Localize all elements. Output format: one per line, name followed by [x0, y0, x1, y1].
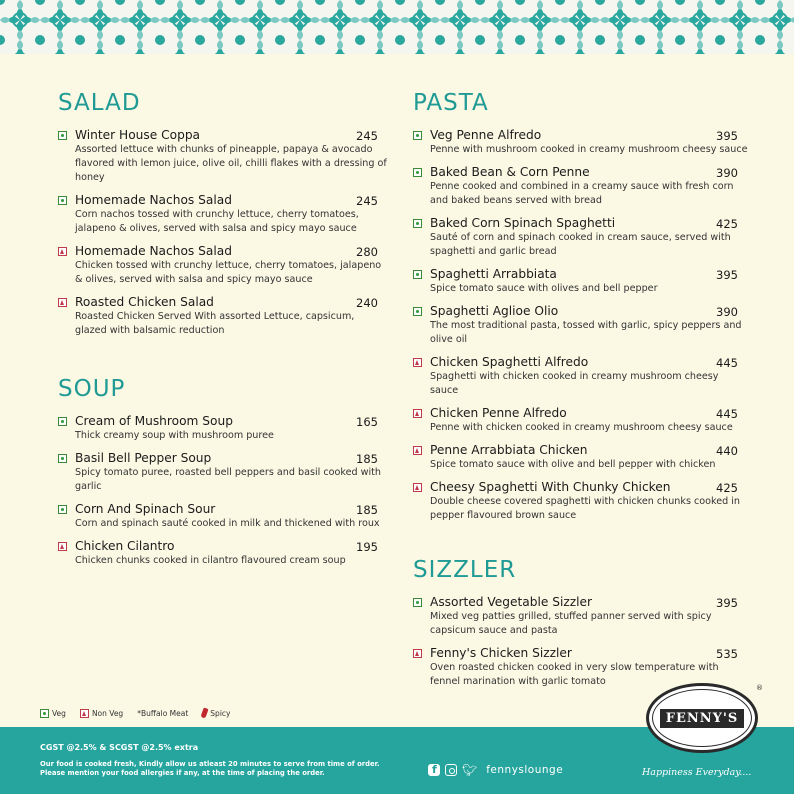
menu-item-name: Fenny's Chicken Sizzler [430, 646, 572, 660]
menu-item-description: Chicken tossed with crunchy lettuce, cherry tomatoes, jalapeno & olives, served with salsa and spicy mayo sauce [75, 260, 382, 285]
nonveg-icon [58, 247, 67, 256]
veg-icon [58, 454, 67, 463]
menu-item [413, 216, 748, 259]
veg-icon [413, 219, 422, 228]
menu-item-name: Spaghetti Aglioe Olio [430, 304, 559, 318]
menu-item-name: Homemade Nachos Salad [75, 244, 232, 258]
nonveg-icon [58, 542, 67, 551]
nonveg-icon [413, 483, 422, 492]
menu-item-price: 395 [716, 129, 738, 143]
menu-item-price: 390 [716, 166, 738, 180]
menu-item-name: Baked Corn Spinach Spaghetti [430, 216, 616, 230]
menu-item-price: 425 [716, 481, 738, 495]
menu-item-price: 535 [716, 647, 738, 661]
menu-item [413, 355, 748, 398]
menu-item-price: 245 [356, 129, 378, 143]
legend-buffalo-label: *Buffalo Meat [137, 708, 189, 718]
tax-note: CGST @2.5% & SCGST @2.5% extra [40, 743, 199, 752]
sizzler-section [413, 595, 748, 689]
menu-item-name: Chicken Penne Alfredo [430, 406, 567, 420]
menu-item-name: Chicken Spaghetti Alfredo [430, 355, 589, 369]
menu-item-price: 445 [716, 356, 738, 370]
menu-item-price: 165 [356, 415, 378, 429]
menu-item-name: Homemade Nachos Salad [75, 193, 232, 207]
menu-item-description: Spicy tomato puree, roasted bell peppers and basil cooked with garlic [75, 467, 381, 492]
menu-item-description: Chicken chunks cooked in cilantro flavoured cream soup [75, 555, 346, 566]
instagram-icon[interactable] [445, 764, 457, 776]
veg-icon [413, 168, 422, 177]
veg-icon [58, 505, 67, 514]
legend-veg [40, 709, 66, 718]
menu-item-description: Corn and spinach sauté cooked in milk and thickened with roux [75, 518, 380, 529]
menu-item-name: Baked Bean & Corn Penne [430, 165, 590, 179]
menu-item-price: 425 [716, 217, 738, 231]
menu-item [58, 414, 388, 443]
dietary-legend [40, 708, 230, 718]
menu-item [413, 443, 748, 472]
logo-inner-ring [652, 689, 752, 747]
menu-item-price: 240 [356, 296, 378, 310]
tile-pattern-icon [0, 0, 794, 54]
menu-item-price: 185 [356, 452, 378, 466]
menu-item-price: 390 [716, 305, 738, 319]
nonveg-icon [413, 358, 422, 367]
soup-section [58, 414, 388, 568]
menu-item-description: Assorted lettuce with chunks of pineapple, papaya & avocado flavored with lemon juice, olive oil, chilli flakes with a dressing of honey [75, 144, 387, 183]
fennys-logo [646, 683, 763, 753]
menu-item-name: Cheesy Spaghetti With Chunky Chicken [430, 480, 671, 494]
veg-icon [413, 131, 422, 140]
menu-item-description: Spice tomato sauce with olives and bell pepper [430, 283, 658, 294]
menu-item [58, 451, 388, 494]
menu-item-price: 185 [356, 503, 378, 517]
menu-item-description: Roasted Chicken Served With assorted Lettuce, capsicum, glazed with balsamic reduction [75, 311, 355, 336]
section-title-soup: SOUP [58, 376, 126, 402]
nonveg-icon [58, 298, 67, 307]
menu-item [413, 165, 748, 208]
social-links [428, 764, 563, 776]
twitter-icon[interactable]: 🐦︎ [462, 763, 478, 777]
menu-item [58, 128, 388, 185]
menu-item-name: Cream of Mushroom Soup [75, 414, 233, 428]
veg-icon [58, 417, 67, 426]
nonveg-icon [413, 446, 422, 455]
menu-item-price: 195 [356, 540, 378, 554]
menu-item [413, 304, 748, 347]
menu-item [413, 267, 748, 296]
menu-item-name: Basil Bell Pepper Soup [75, 451, 212, 465]
menu-item [413, 128, 748, 157]
menu-item-name: Winter House Coppa [75, 128, 201, 142]
registered-mark: ® [756, 684, 763, 692]
right-column [413, 90, 748, 697]
menu-item-description: Spice tomato sauce with olive and bell pepper with chicken [430, 459, 716, 470]
veg-icon [58, 196, 67, 205]
nonveg-icon [413, 649, 422, 658]
menu-item [58, 244, 388, 287]
veg-icon [40, 709, 49, 718]
decorative-tile-border [0, 0, 794, 54]
service-note: Our food is cooked fresh, Kindly allow us atleast 20 minutes to serve from time of order. Please mention your food allergies if any, at the time of placing the order. [40, 760, 380, 777]
veg-icon [413, 270, 422, 279]
menu-item-price: 445 [716, 407, 738, 421]
menu-item-price: 440 [716, 444, 738, 458]
menu-item-name: Penne Arrabbiata Chicken [430, 443, 588, 457]
menu-item-description: Penne with chicken cooked in creamy mushroom cheesy sauce [430, 422, 733, 433]
salad-section [58, 128, 388, 338]
menu-item [58, 539, 388, 568]
menu-item-description: Mixed veg patties grilled, stuffed panner served with spicy capsicum sauce and pasta [430, 611, 712, 636]
legend-veg-label: Veg [52, 708, 66, 718]
menu-item [58, 193, 388, 236]
menu-item [413, 595, 748, 638]
section-title-salad: SALAD [58, 90, 141, 116]
menu-item-name: Corn And Spinach Sour [75, 502, 216, 516]
legend-nonveg-label: Non Veg [91, 708, 124, 718]
menu-item-name: Veg Penne Alfredo [430, 128, 542, 142]
legend-nonveg [80, 709, 123, 718]
nonveg-icon [80, 709, 89, 718]
menu-item-description: Penne with mushroom cooked in creamy mushroom cheesy sauce [430, 144, 748, 155]
menu-item-description: Corn nachos tossed with crunchy lettuce, cherry tomatoes, jalapeno & olives, served with salsa and spicy mayo sauce [75, 209, 359, 234]
menu-item [58, 502, 388, 531]
nonveg-icon [413, 409, 422, 418]
menu-item-price: 280 [356, 245, 378, 259]
menu-item-description: Sauté of corn and spinach cooked in cream sauce, served with spaghetti and garlic bread [430, 232, 731, 257]
menu-item-description: The most traditional pasta, tossed with garlic, spicy peppers and olive oil [430, 320, 742, 345]
legend-buffalo [137, 709, 188, 718]
veg-icon [58, 131, 67, 140]
menu-item-description: Penne cooked and combined in a creamy sauce with fresh corn and baked beans served with bread [430, 181, 734, 206]
menu-item-description: Thick creamy soup with mushroom puree [75, 430, 274, 441]
menu-item [58, 295, 388, 338]
menu-item-name: Spaghetti Arrabbiata [430, 267, 557, 281]
menu-item-name: Assorted Vegetable Sizzler [430, 595, 593, 609]
menu-item-name: Roasted Chicken Salad [75, 295, 214, 309]
section-title-pasta: PASTA [413, 90, 489, 116]
legend-spicy [202, 708, 230, 718]
menu-item-name: Chicken Cilantro [75, 539, 175, 553]
social-handle[interactable]: fennyslounge [486, 764, 564, 776]
chili-icon [201, 707, 209, 718]
menu-item-description: Spaghetti with chicken cooked in creamy mushroom cheesy sauce [430, 371, 719, 396]
logo-name: FENNY'S [660, 709, 745, 728]
menu-item-price: 245 [356, 194, 378, 208]
tagline: Happiness Everyday.... [642, 767, 752, 778]
veg-icon [413, 598, 422, 607]
veg-icon [413, 307, 422, 316]
pasta-section [413, 128, 748, 523]
section-title-sizzler: SIZZLER [413, 557, 517, 583]
menu-item-description: Double cheese covered spaghetti with chicken chunks cooked in pepper flavoured brown sauce [430, 496, 741, 521]
menu-item-price: 395 [716, 268, 738, 282]
left-column [58, 90, 388, 576]
menu-item [413, 480, 748, 523]
menu-item [413, 406, 748, 435]
menu-item-price: 395 [716, 596, 738, 610]
facebook-icon[interactable] [428, 764, 440, 776]
menu-item-description: Oven roasted chicken cooked in very slow temperature with fennel marination with garlic tomato [430, 662, 719, 687]
legend-spicy-label: Spicy [210, 708, 231, 718]
